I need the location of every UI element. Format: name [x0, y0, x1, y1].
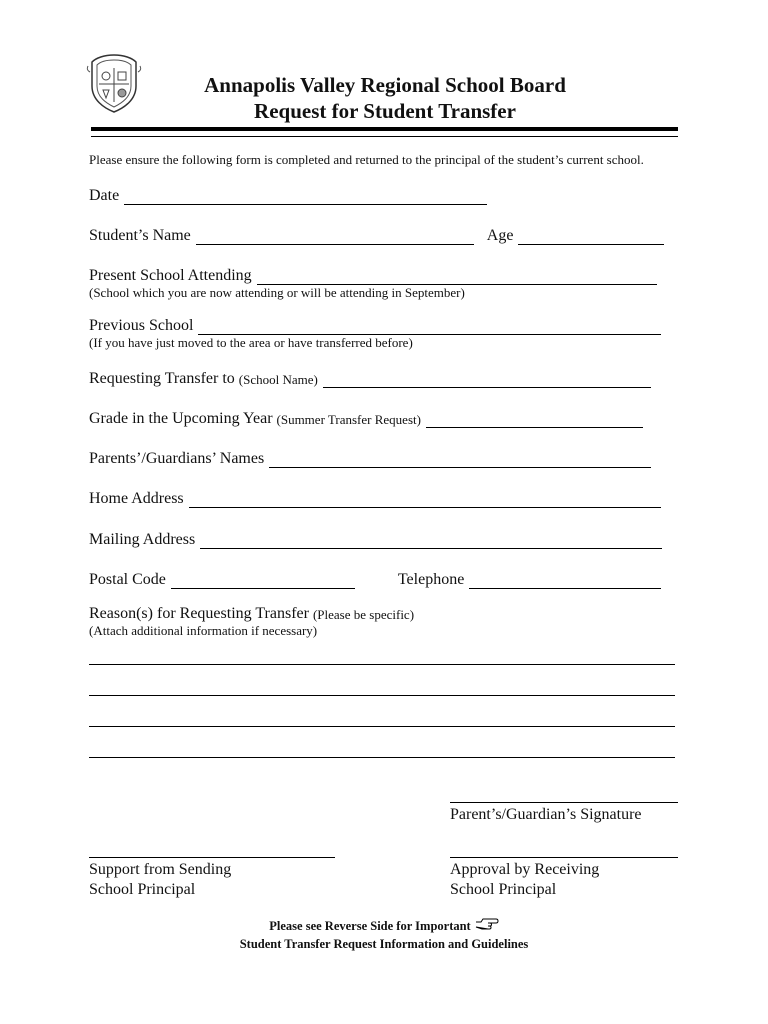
requesting-transfer-note: (School Name) [238, 372, 318, 387]
parent-signature-line[interactable] [450, 802, 678, 803]
header-divider-thin [91, 136, 678, 137]
header-divider-thick [91, 127, 678, 131]
present-school-field[interactable] [257, 269, 657, 285]
requesting-transfer-field[interactable] [323, 372, 651, 388]
sending-principal-label-1: Support from Sending [89, 861, 232, 878]
mailing-address-label: Mailing Address [89, 531, 196, 548]
grade-row [89, 406, 643, 428]
pointing-hand-icon [475, 917, 499, 931]
form-instructions: Please ensure the following form is completed and returned to the principal of the student’s current school. [89, 152, 644, 167]
home-address-field[interactable] [189, 492, 661, 508]
receiving-principal-label-2: School Principal [450, 881, 557, 898]
date-label: Date [89, 187, 120, 204]
student-name-field[interactable] [196, 229, 474, 245]
requesting-transfer-row [89, 366, 651, 388]
footer-text-1: Please see Reverse Side for Important [269, 919, 471, 933]
previous-school-field[interactable] [198, 319, 661, 335]
sending-principal-label-2: School Principal [89, 881, 196, 898]
previous-school-label: Previous School [89, 317, 194, 334]
form-org-title: Annapolis Valley Regional School Board [204, 73, 566, 97]
parents-names-label: Parents’/Guardians’ Names [89, 450, 265, 467]
postal-telephone-row [89, 567, 661, 589]
requesting-transfer-label: Requesting Transfer to [89, 370, 235, 387]
date-field[interactable] [124, 189, 487, 205]
age-label: Age [486, 227, 514, 244]
grade-field[interactable] [426, 412, 643, 428]
sending-principal-signature-line[interactable] [89, 857, 335, 858]
receiving-principal-label-1: Approval by Receiving [450, 861, 600, 878]
reason-line-3[interactable] [89, 726, 675, 727]
reason-line-1[interactable] [89, 664, 675, 665]
footer-line-1 [150, 917, 618, 935]
home-address-label: Home Address [89, 490, 184, 507]
present-school-row [89, 263, 657, 285]
parents-names-field[interactable] [269, 452, 651, 468]
reasons-note: (Please be specific) [312, 607, 415, 622]
parent-signature-label: Parent’s/Guardian’s Signature [450, 806, 642, 823]
grade-note: (Summer Transfer Request) [276, 412, 421, 427]
telephone-field[interactable] [469, 573, 661, 589]
mailing-address-row [89, 527, 662, 549]
student-name-label: Student’s Name [89, 227, 191, 244]
date-row [89, 183, 487, 205]
reasons-row [89, 601, 414, 623]
reason-line-2[interactable] [89, 695, 675, 696]
mailing-address-field[interactable] [200, 533, 662, 549]
previous-school-note: (If you have just moved to the area or have transferred before) [89, 335, 413, 350]
postal-code-field[interactable] [171, 573, 355, 589]
reasons-label: Reason(s) for Requesting Transfer [89, 605, 309, 622]
previous-school-row [89, 313, 661, 335]
parents-names-row [89, 446, 651, 468]
student-name-row [89, 223, 664, 245]
age-field[interactable] [518, 229, 664, 245]
present-school-note: (School which you are now attending or will be attending in September) [89, 285, 465, 300]
home-address-row [89, 486, 661, 508]
present-school-label: Present School Attending [89, 267, 252, 284]
footer-line-2: Student Transfer Request Information and Guidelines [239, 937, 529, 951]
grade-label: Grade in the Upcoming Year [89, 410, 273, 427]
receiving-principal-signature-line[interactable] [450, 857, 678, 858]
form-title: Request for Student Transfer [254, 99, 516, 123]
telephone-label: Telephone [397, 571, 465, 588]
reasons-attach-note: (Attach additional information if necessary) [89, 623, 318, 638]
reason-line-4[interactable] [89, 757, 675, 758]
postal-code-label: Postal Code [89, 571, 166, 588]
